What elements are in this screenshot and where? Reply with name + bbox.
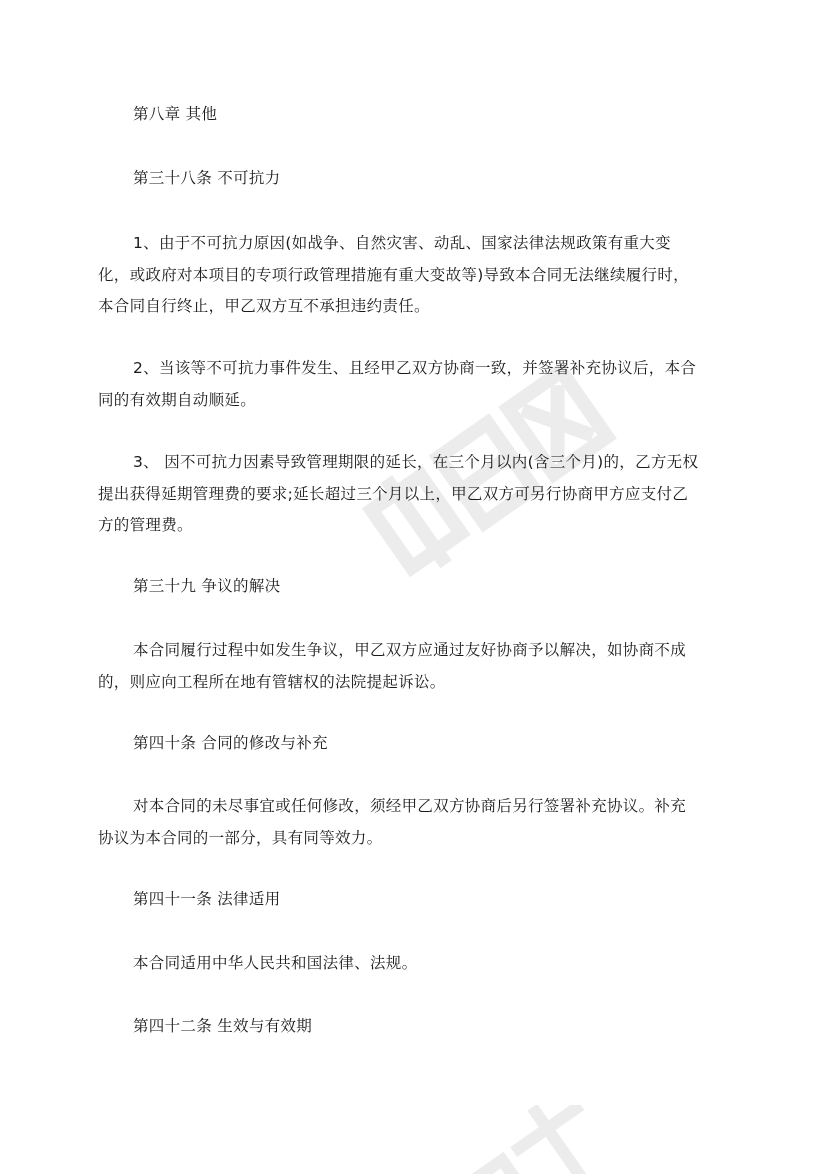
article-42-heading: 第四十二条 生效与有效期: [133, 1017, 313, 1035]
article-40-p-line2: 协议为本合同的一部分，具有同等效力。: [98, 829, 383, 847]
article-41-p: 本合同适用中华人民共和国法律、法规。: [133, 954, 418, 972]
article-38-heading: 第三十八条 不可抗力: [133, 169, 281, 187]
article-38-p3-line2: 提出获得延期管理费的要求;延长超过三个月以上，甲乙双方可另行协商甲方应支付乙: [98, 485, 689, 503]
article-39-p-line1: 本合同履行过程中如发生争议，甲乙双方应通过友好协商予以解决，如协商不成: [133, 641, 687, 659]
article-39-heading: 第三十九 争议的解决: [133, 577, 281, 595]
article-38-p1-line3: 本合同自行终止，甲乙双方互不承担违约责任。: [98, 297, 430, 315]
article-38-p2-line2: 同的有效期自动顺延。: [98, 391, 257, 409]
article-39-p-line2: 的，则应向工程所在地有管辖权的法院提起诉讼。: [98, 673, 446, 691]
article-38-p1-line2: 化，或政府对本项目的专项行政管理措施有重大变故等)导致本合同无法继续履行时，: [98, 266, 689, 284]
chapter-heading: 第八章 其他: [133, 105, 218, 123]
watermark-fragment-icon: [440, 1105, 620, 1174]
article-38-p2-line1: 2、当该等不可抗力事件发生、且经甲乙双方协商一致，并签署补充协议后，本合: [133, 359, 697, 377]
article-41-heading: 第四十一条 法律适用: [133, 890, 281, 908]
article-40-p-line1: 对本合同的未尽事宜或任何修改，须经甲乙双方协商后另行签署补充协议。补充: [133, 797, 687, 815]
article-38-p3-line1: 3、 因不可抗力因素导致管理期限的延长，在三个月以内(含三个月)的，乙方无权: [133, 453, 699, 471]
article-38-p3-line3: 方的管理费。: [98, 516, 193, 534]
article-38-p1-line1: 1、由于不可抗力原因(如战争、自然灾害、动乱、国家法律法规政策有重大变: [133, 234, 671, 252]
article-40-heading: 第四十条 合同的修改与补充: [133, 734, 328, 752]
